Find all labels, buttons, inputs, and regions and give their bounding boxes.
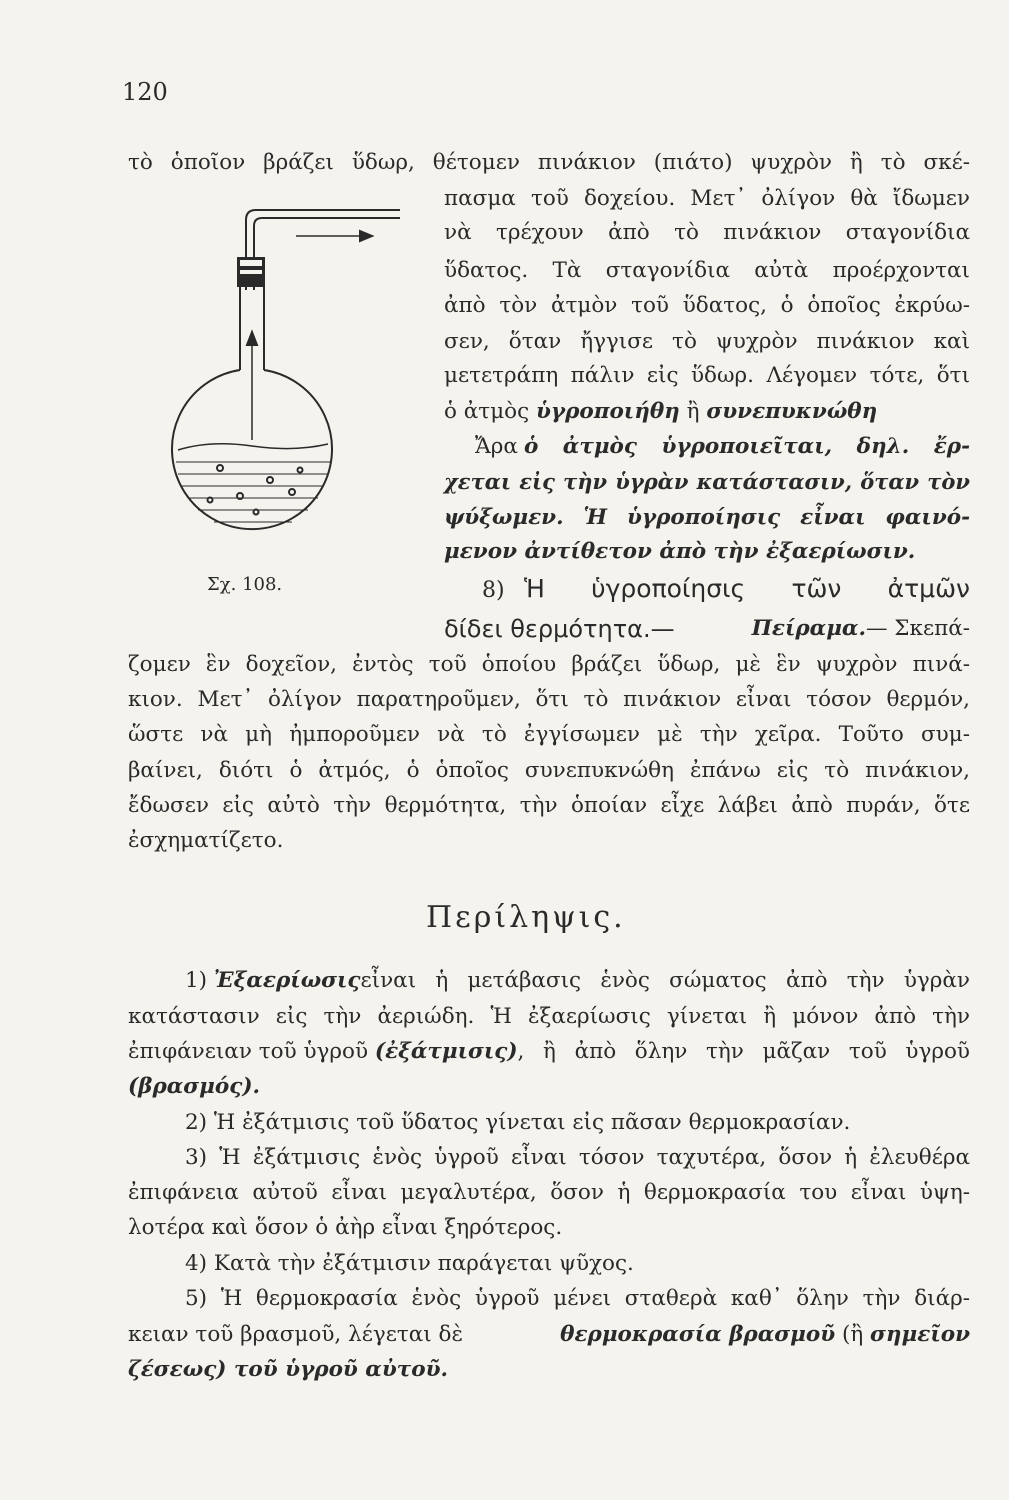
text-line: ὕδατος. Τὰ σταγονίδια αὐτὰ προέρχονται — [444, 258, 970, 283]
text-line: μετετράπη πάλιν εἰς ὕδωρ. Λέγομεν τότε, ὅτι — [444, 363, 970, 388]
text-line: ἀπὸ τὸν ἀτμὸν τοῦ ὕδατος, ὁ ὁποῖος ἐκρύω- — [444, 293, 970, 318]
summary-item-3: 3) Ἡ ἐξάτμισις ἑνὸς ὑγροῦ εἶναι τόσον ταχυτέρα, ὅσον ἡ ἐλευθέρα — [185, 1145, 970, 1170]
text-line: τὸ ὁποῖον βράζει ὕδωρ, θέτομεν πινάκιον (πιάτο) ψυχρὸν ἢ τὸ σκέ- — [128, 150, 970, 175]
text-line: ζέσεως) τοῦ ὑγροῦ αὐτοῦ. — [128, 1357, 448, 1382]
summary-item-2: 2) Ἡ ἐξάτμισις τοῦ ὕδατος γίνεται εἰς πᾶσαν θερμοκρασίαν. — [185, 1110, 851, 1135]
text-line: βαίνει, διότι ὁ ἀτμός, ὁ ὁποῖος συνεπυκνώθη ἐπάνω εἰς τὸ πινάκιον, — [128, 758, 970, 783]
flask-figure — [160, 200, 430, 570]
text-line: λοτέρα καὶ ὅσον ὁ ἀὴρ εἶναι ξηρότερος. — [128, 1215, 563, 1240]
text-line: ἔδωσεν εἰς αὐτὸ τὴν θερμότητα, τὴν ὁποίαν εἶχε λάβει ἀπὸ πυράν, ὅτε — [128, 793, 970, 818]
text-line: ψύξωμεν. Ἡ ὑγροποίησις εἶναι φαινό- — [444, 505, 970, 530]
figure-caption: Σχ. 108. — [207, 574, 283, 595]
text-line: κιον. Μετ᾽ ὀλίγον παρατηροῦμεν, ὅτι τὸ πινάκιον εἶναι τόσον θερμόν, — [128, 687, 970, 712]
text-line: ἐπιφάνεια αὐτοῦ εἶναι μεγαλυτέρα, ὅσον ἡ θερμοκρασία του εἶναι ὑψη- — [128, 1180, 970, 1205]
section-number: 8) — [482, 578, 505, 603]
section-title-cont: δίδει θερμότητα.— — [444, 615, 675, 643]
text-line: σεν, ὅταν ἤγγισε τὸ ψυχρὸν πινάκιον καὶ — [444, 329, 970, 354]
text-line: ἐσχηματίζετο. — [128, 828, 284, 853]
text-line: ζομεν ἓν δοχεῖον, ἐντὸς τοῦ ὁποίου βράζει ὕδωρ, μὲ ἓν ψυχρὸν πινά- — [128, 652, 970, 677]
experiment-label: Πείραμα. — [751, 616, 866, 641]
text-line: κειαν τοῦ βρασμοῦ, λέγεται δὲ θερμοκρασία βρασμοῦ (ἢ σημεῖον — [128, 1322, 970, 1347]
text-line: μενον ἀντίθετον ἀπὸ τὴν ἐξαερίωσιν. — [444, 539, 916, 564]
text-line: ὥστε νὰ μὴ ἠμποροῦμεν νὰ τὸ ἐγγίσωμεν μὲ τὴν χεῖρα. Τοῦτο συμ- — [128, 722, 970, 747]
text-line: νὰ τρέχουν ἀπὸ τὸ πινάκιον σταγονίδια — [444, 220, 970, 245]
text-line: πασμα τοῦ δοχείου. Μετ᾽ ὀλίγον θὰ ἴδωμεν — [444, 186, 970, 211]
text-line: κατάστασιν εἰς τὴν ἀεριώδη. Ἡ ἐξαερίωσις γίνεται ἢ μόνον ἀπὸ τὴν — [128, 1004, 970, 1029]
term-condensed: συνεπυκνώθη — [706, 399, 878, 424]
term-liquefied: ὑγροποιήθη — [535, 399, 680, 424]
summary-item-5: 5) Ἡ θερμοκρασία ἑνὸς ὑγροῦ μένει σταθερὰ καθ᾽ ὅλην τὴν διάρ- — [185, 1286, 970, 1311]
text-line: Ἄρα ὁ ἀτμὸς ὑγροποιεῖται, δηλ. ἔρ- — [475, 434, 970, 459]
section-title: Ἡ ὑγροποίησις τῶν ἀτμῶν — [524, 574, 970, 603]
text-line: χεται εἰς τὴν ὑγρὰν κατάστασιν, ὅταν τὸν — [444, 469, 970, 494]
text-line: (βρασμός). — [128, 1074, 260, 1099]
page-number: 120 — [122, 78, 168, 106]
text-line: ἐπιφάνειαν τοῦ ὑγροῦ (ἐξάτμισις) , ἢ ἀπὸ ὅλην τὴν μᾶζαν τοῦ ὑγροῦ — [128, 1039, 970, 1064]
text-line: δίδει θερμότητα.— Πείραμα.— Σκεπά- — [444, 615, 970, 643]
text-line: ὁ ἀτμὸς ὑγροποιήθη ἢ συνεπυκνώθη — [444, 399, 878, 424]
summary-item-1: 1) Ἐξαερίωσις εἶναι ἡ μετάβασις ἑνὸς σώματος ἀπὸ τὴν ὑγρὰν — [185, 968, 970, 993]
term-evaporation: Ἐξαερίωσις — [213, 968, 361, 993]
summary-heading: Περίληψις. — [426, 900, 626, 935]
summary-item-4: 4) Κατὰ τὴν ἐξάτμισιν παράγεται ψῦχος. — [185, 1251, 634, 1276]
